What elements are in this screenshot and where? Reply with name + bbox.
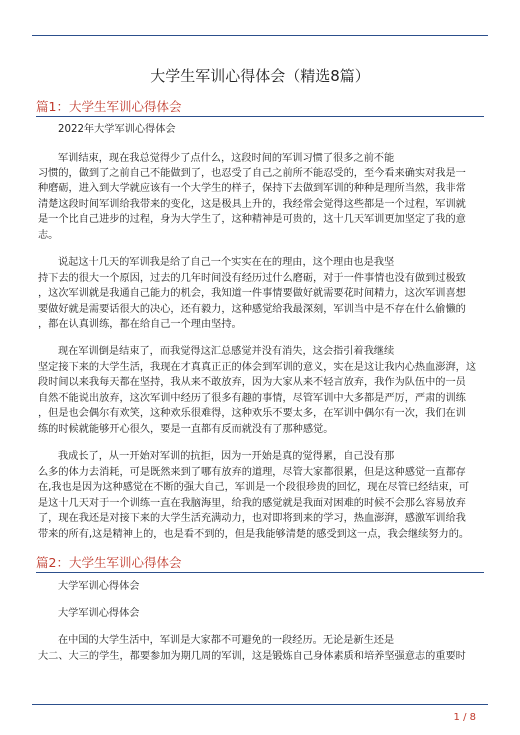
- paragraph-line: 种磨砺，进入到大学就应该有一个大学生的样子，保持下去做到军训的种种是理所当然，我非常: [38, 183, 466, 194]
- paragraph-line: 段时间以来我每天都在坚持，我从来不敢放弃，因为大家从来不轻言放弃，我作为队伍中的一员: [38, 377, 466, 388]
- paragraph-line: 我成长了，从一开始对军训的抗拒，因为一开始是真的觉得累，自己没有那: [58, 451, 395, 462]
- paragraph-line: 要做好就是需要话很大的决心，还有毅力，这种感觉给我最深刻，军训当中是不存在什么偷懒的: [38, 304, 466, 315]
- paragraph-line: 大二、大三的学生，都要参加为期几周的军训，这是锻炼自己身体素质和培养坚强意志的重要时: [38, 651, 466, 662]
- document-title: 大学生军训心得体会（精选8篇）: [150, 67, 370, 85]
- paragraph-line: ，这次军训就是我通自己能力的机会，我知道一件事情要做好就需要花时间精力，这次军训喜想: [38, 288, 466, 299]
- paragraph-line: 习惯的，做到了之前自己不能做到了，也忍受了自己之前所不能忍受的，至今看来确实对我是一: [38, 168, 466, 179]
- paragraph-line: 带来的所有,这是精神上的，也是看不到的，但是我能够清楚的感受到这一点，我会继续努力的。: [38, 529, 470, 540]
- paragraph-line: 坚定接下来的大学生活，我现在才真真正正的体会到军训的意义，实在是这让我内心热血澎湃，这: [38, 362, 477, 373]
- paragraph-line: 2022年大学军训心得体会: [58, 124, 176, 135]
- footer-rule: [32, 704, 488, 705]
- paragraph-line: ，都在认真训练，都在给自己一个理由坚持。: [38, 319, 242, 330]
- paragraph-line: 了，现在我还是对接下来的大学生活充满动力，也对即将到来的学习，热血澎湃，感激军训给我: [38, 513, 466, 524]
- paragraph-line: 志。: [38, 230, 59, 241]
- paragraph-line: 说起这十几天的军训我是给了自己一个实实在在的理由，这个理由也是我坚: [58, 257, 395, 268]
- paragraph-line: 练的时候就能够开心很久，要是一直都有反而就没有了那种感觉。: [38, 424, 334, 435]
- section-divider-1: [36, 116, 484, 117]
- paragraph-line: 么多的体力去消耗，可是既然来到了哪有放弃的道理，尽管大家都很累，但是这种感觉一直都存: [38, 467, 466, 478]
- paragraph-line: 现在军训倒是结束了，而我觉得这汇总感觉并没有消失，这会指引着我继续: [58, 346, 395, 357]
- section-heading-2: 篇2：大学生军训心得体会: [36, 555, 182, 570]
- paragraph-line: 持下去的很大一个原因，过去的几年时间没有经历过什么磨砺，对于一件事情也没有做到过极致: [38, 273, 466, 284]
- section-divider-2: [36, 572, 484, 573]
- paragraph-line: 大学军训心得体会: [58, 608, 140, 619]
- paragraph-line: 在,我也是因为这种感觉在不断的强大自己，军训是一个段很珍贵的回忆，现在尽管已经结束，可: [38, 482, 470, 493]
- paragraph-line: 军训结束，现在我总觉得少了点什么，这段时间的军训习惯了很多之前不能: [58, 153, 395, 164]
- paragraph-line: 在中国的大学生活中，军训是大家都不可避免的一段经历。无论是新生还是: [58, 635, 395, 646]
- paragraph-line: ，但是也会偶尔有欢笑，这种欢乐很难得，这种欢乐不要太多，在军训中偶尔有一次，我们在训: [38, 408, 466, 419]
- paragraph-line: 自然不能说出放弃，这次军训中经历了很多有趣的事情，尽管军训中大多都是严厉，严肃的训练: [38, 393, 466, 404]
- paragraph-line: 是这十几天对于一个训练一直在我脑海里，给我的感觉就是我面对困难的时候不会那么容易放弃: [38, 498, 466, 509]
- section-heading-1: 篇1：大学生军训心得体会: [36, 99, 182, 114]
- paragraph-line: 大学军训心得体会: [58, 581, 140, 592]
- page-number: 1 / 8: [453, 712, 476, 723]
- header-rule: [32, 35, 488, 36]
- paragraph-line: 清楚这段时间军训给我带来的变化，这是极具上升的，我经常会觉得这些都是一个过程，军训就: [38, 199, 466, 210]
- paragraph-line: 是一个比自己进步的过程，身为大学生了，这种精神是可贵的，这十几天军训更加坚定了我的意: [38, 214, 466, 225]
